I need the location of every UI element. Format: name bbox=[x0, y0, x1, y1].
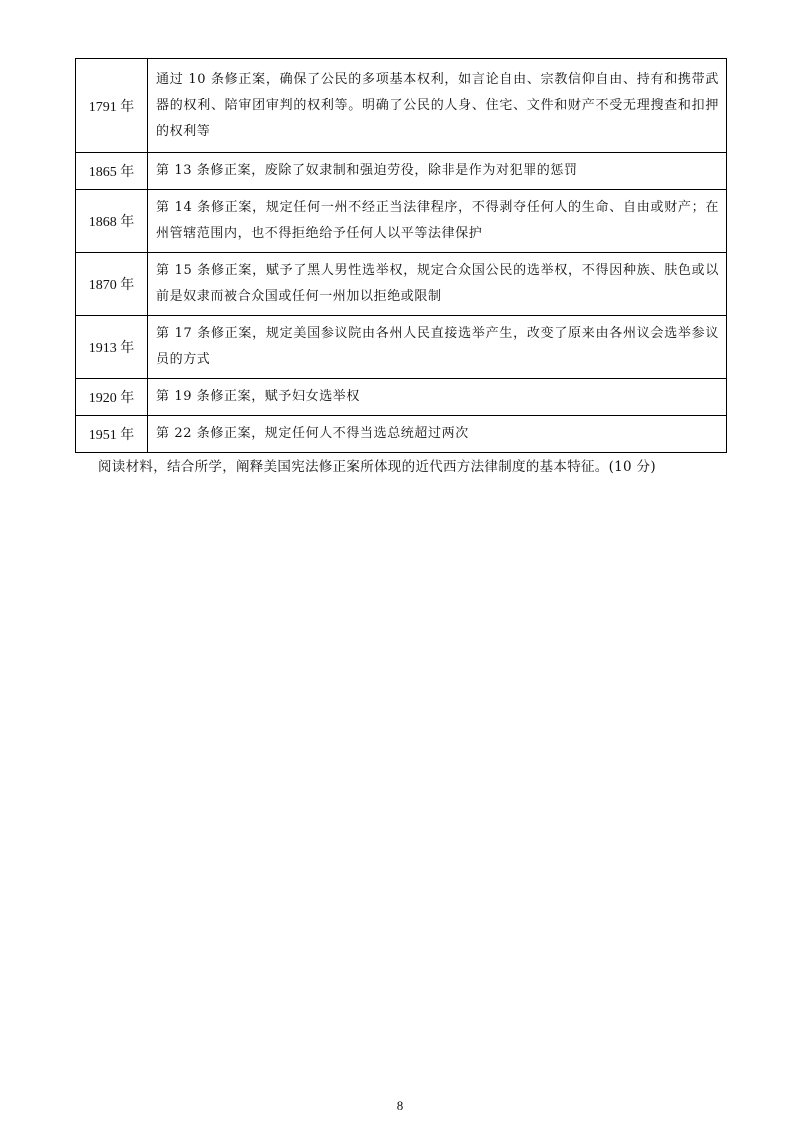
year-cell: 1865 年 bbox=[76, 153, 148, 190]
amendment-description: 第 14 条修正案，规定任何一州不经正当法律程序，不得剥夺任何人的生命、自由或财产；在州管辖范围内，也不得拒绝给予任何人以平等法律保护 bbox=[148, 190, 727, 253]
table-row bbox=[76, 59, 727, 153]
question-prompt: 阅读材料，结合所学，阐释美国宪法修正案所体现的近代西方法律制度的基本特征。(10 分) bbox=[98, 459, 656, 475]
year-cell: 1951 年 bbox=[76, 416, 148, 453]
amendment-description: 第 17 条修正案，规定美国参议院由各州人民直接选举产生，改变了原来由各州议会选举参议员的方式 bbox=[148, 316, 727, 379]
year-cell: 1791 年 bbox=[76, 59, 148, 153]
year-cell: 1868 年 bbox=[76, 190, 148, 253]
year-cell: 1920 年 bbox=[76, 379, 148, 416]
table-row bbox=[76, 416, 727, 453]
table-row bbox=[76, 190, 727, 253]
amendment-description: 第 22 条修正案，规定任何人不得当选总统超过两次 bbox=[148, 416, 727, 453]
table-row bbox=[76, 379, 727, 416]
table-row bbox=[76, 153, 727, 190]
page-number: 8 bbox=[396, 1098, 404, 1113]
amendment-description: 第 13 条修正案，废除了奴隶制和强迫劳役，除非是作为对犯罪的惩罚 bbox=[148, 153, 727, 190]
amendment-description: 第 15 条修正案，赋予了黑人男性选举权，规定合众国公民的选举权，不得因种族、肤色或以前是奴隶而被合众国或任何一州加以拒绝或限制 bbox=[148, 253, 727, 316]
table-row bbox=[76, 253, 727, 316]
table-row bbox=[76, 316, 727, 379]
amendments-table bbox=[75, 58, 727, 453]
year-cell: 1913 年 bbox=[76, 316, 148, 379]
amendment-description: 第 19 条修正案，赋予妇女选举权 bbox=[148, 379, 727, 416]
year-cell: 1870 年 bbox=[76, 253, 148, 316]
amendment-description: 通过 10 条修正案，确保了公民的多项基本权利，如言论自由、宗教信仰自由、持有和携带武器的权利、陪审团审判的权利等。明确了公民的人身、住宅、文件和财产不受无理搜查和扣押的权利等 bbox=[148, 59, 727, 153]
